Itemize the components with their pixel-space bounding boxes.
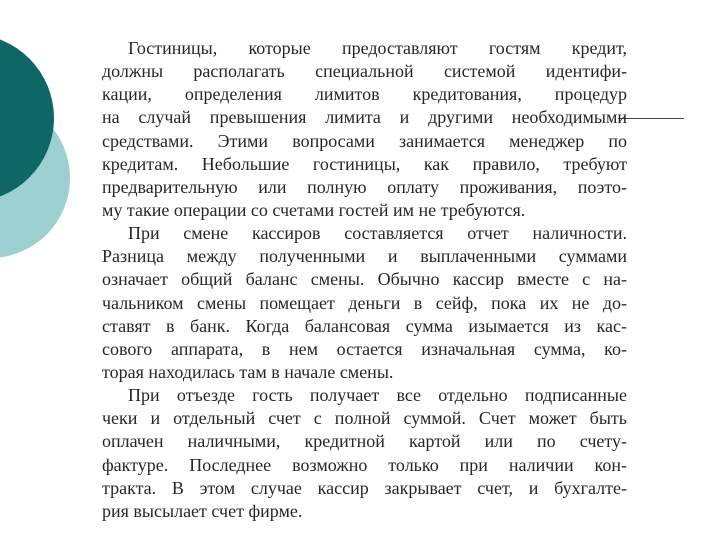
paragraph-3 — [102, 384, 627, 523]
text-line: должны располагать специальной системой идентифи- — [102, 61, 627, 82]
text-line: При отъезде гость получает все отдельно подписанные — [128, 385, 627, 406]
text-line: торая находилась там в начале смены. — [102, 361, 394, 382]
text-line: кации, определения лимитов кредитования, процедур — [102, 84, 627, 105]
text-line: При смене кассиров составляется отчет наличности. — [128, 223, 627, 244]
document-text — [102, 37, 627, 523]
text-line: кредитам. Небольшие гостиницы, как правило, требуют — [102, 153, 627, 174]
text-line: означает общий баланс смены. Обычно кассир вместе с на- — [102, 269, 627, 290]
text-line: чальником смены помещает деньги в сейф, пока их не до- — [102, 292, 627, 313]
text-line: ставят в банк. Когда балансовая сумма изымается из кас- — [102, 315, 627, 336]
text-line: тракта. В этом случае кассир закрывает счет, и бухгалте- — [102, 477, 627, 498]
text-line: Разница между полученными и выплаченными суммами — [102, 246, 627, 267]
text-line: сового аппарата, в нем остается изначальная сумма, ко- — [102, 338, 627, 359]
text-line: чеки и отдельный счет с полной суммой. Счет может быть — [102, 408, 627, 429]
horizontal-rule — [618, 118, 684, 119]
text-line: му такие операции со счетами гостей им не требуются. — [102, 199, 526, 220]
text-line: средствами. Этими вопросами занимается менеджер по — [102, 130, 627, 151]
text-line: фактуре. Последнее возможно только при наличии кон- — [102, 454, 627, 475]
text-line: на случай превышения лимита и другими необходимыми — [102, 107, 627, 128]
paragraph-1 — [102, 37, 627, 222]
paragraph-2 — [102, 222, 627, 384]
text-line: предварительную или полную оплату проживания, поэто- — [102, 176, 627, 197]
text-line: Гостиницы, которые предоставляют гостям кредит, — [128, 38, 627, 58]
text-line: рия высылает счет фирме. — [102, 500, 303, 521]
text-line: оплачен наличными, кредитной картой или по счету- — [102, 431, 627, 452]
decorative-circles — [0, 0, 90, 290]
